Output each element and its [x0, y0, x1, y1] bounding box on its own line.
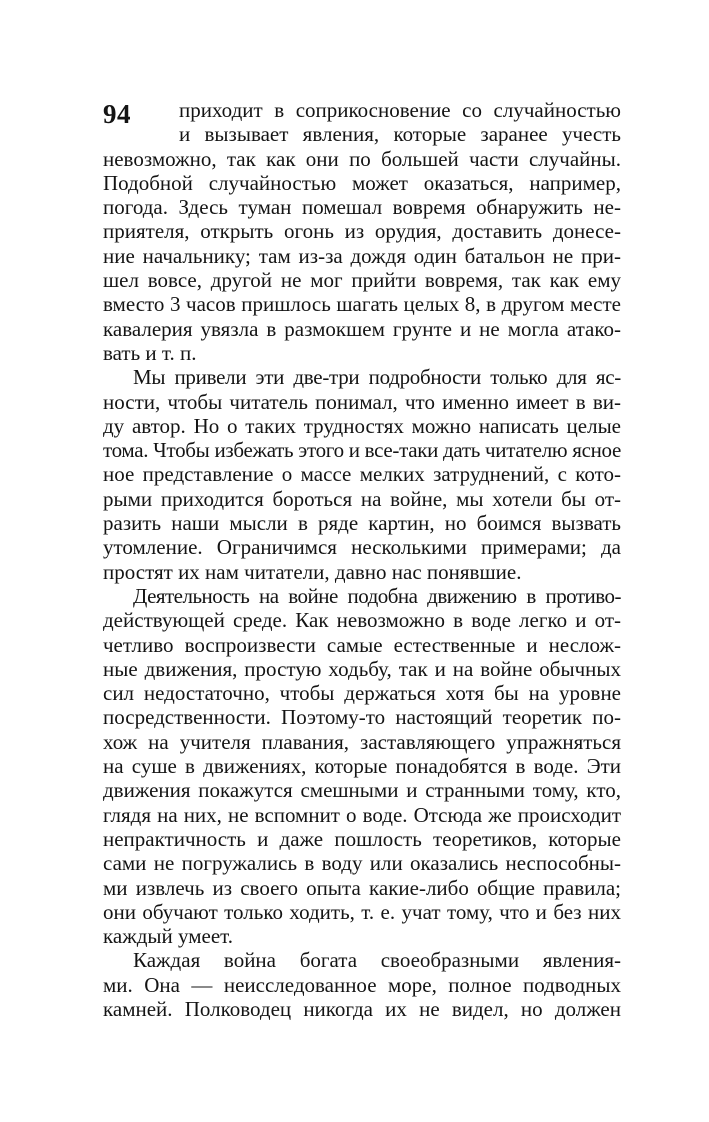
text-line: ние начальнику; там из-за дождя один батальон не при-: [103, 243, 621, 268]
page-number: 94: [103, 99, 131, 129]
text-line: сил недостаточно, чтобы держаться хотя бы на уровне: [103, 681, 621, 706]
text-line: рыми приходится бороться на войне, мы хотели бы от-: [103, 486, 621, 511]
paragraph-3: [103, 584, 621, 948]
text-line: сами не погружались в воду или оказались неспособны-: [103, 851, 621, 876]
text-line: они обучают только ходить, т. е. учат тому, что и без них: [103, 899, 621, 924]
text-line: Деятельность на войне подобна движению в противо-: [133, 583, 621, 608]
text-line: ные движения, простую ходьбу, так и на войне обычных: [103, 656, 621, 681]
text-line: Мы привели эти две-три подробности только для яс-: [133, 365, 621, 390]
text-line: ное представление о массе мелких затруднений, с кото-: [103, 462, 621, 487]
page-content: [103, 98, 621, 1021]
text-line: глядя на них, не вспомнит о воде. Отсюда же происходит: [103, 802, 621, 827]
text-line: приятеля, открыть огонь из орудия, доставить донесе-: [103, 219, 621, 244]
text-line: шел вовсе, другой не мог прийти вовремя, так как ему: [103, 268, 621, 293]
text-line: тома. Чтобы избежать этого и все-таки дать читателю ясное: [103, 438, 622, 463]
text-line: и вызывает явления, которые заранее учесть: [179, 122, 621, 147]
text-line: ду автор. Но о таких трудностях можно написать целые: [103, 413, 621, 438]
text-line: посредственности. Поэтому-то настоящий теоретик по-: [103, 705, 621, 730]
text-line: действующей среде. Как невозможно в воде легко и от-: [103, 608, 621, 633]
paragraph-2: [103, 365, 621, 584]
text-line: Подобной случайностью может оказаться, например,: [103, 170, 621, 195]
text-line: Каждая война богата своеобразными явления-: [133, 948, 621, 973]
text-line: вать и т. п.: [103, 340, 197, 365]
text-line: на суше в движениях, которые понадобятся в воде. Эти: [103, 754, 621, 779]
text-line: кавалерия увязла в размокшем грунте и не могла атако-: [103, 316, 621, 341]
text-line: простят их нам читатели, давно нас понявшие.: [103, 559, 522, 584]
text-line: движения покажутся смешными и странными тому, кто,: [103, 778, 621, 803]
text-line: утомление. Ограничимся несколькими примерами; да: [103, 535, 621, 560]
text-line: ми извлечь из своего опыта какие-либо общие правила;: [103, 875, 621, 900]
text-line: хож на учителя плавания, заставляющего упражняться: [103, 729, 621, 754]
text-line: невозможно, так как они по большей части случайны.: [103, 146, 621, 171]
text-line: непрактичность и даже пошлость теоретиков, которые: [103, 826, 621, 851]
text-line: камней. Полководец никогда их не видел, но должен: [103, 996, 621, 1021]
text-line: погода. Здесь туман помешал вовремя обнаружить не-: [103, 195, 621, 220]
paragraph-1: [103, 98, 621, 365]
text-line: каждый умеет.: [103, 924, 233, 949]
paragraph-4: [103, 948, 621, 1021]
text-line: ми. Она — неисследованное море, полное подводных: [103, 972, 621, 997]
text-line: разить наши мысли в ряде картин, но боимся вызвать: [103, 511, 621, 536]
text-line: ности, чтобы читатель понимал, что именно имеет в ви-: [103, 389, 621, 414]
text-line: вместо 3 часов пришлось шагать целых 8, в другом месте: [103, 292, 621, 317]
text-line: четливо воспроизвести самые естественные и неслож-: [103, 632, 621, 657]
text-line: приходит в соприкосновение со случайностью: [179, 98, 621, 122]
